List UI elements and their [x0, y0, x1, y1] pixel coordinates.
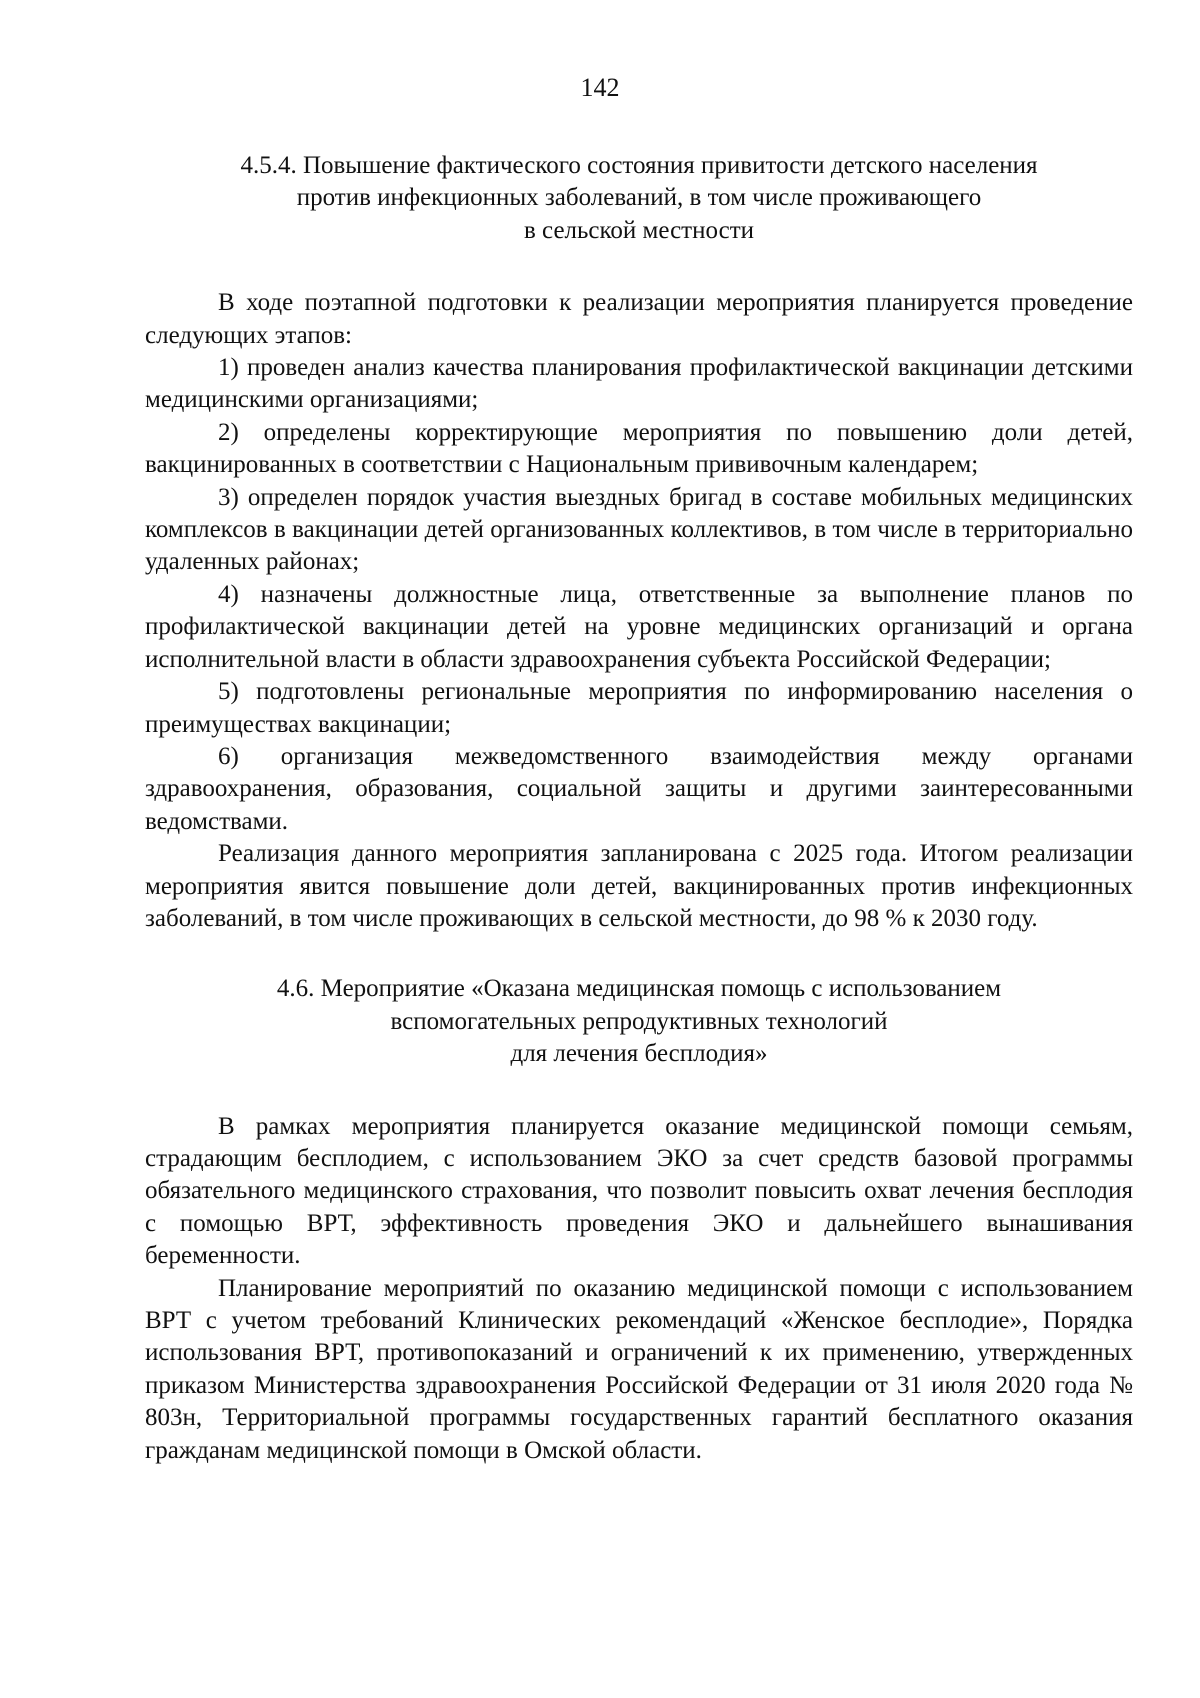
list-item: 2) определены корректирующие мероприятия по повышению доли детей, вакцинированных в соответствии с Национальным прививочным календарем;	[145, 418, 1133, 479]
section-body-4-6	[145, 1111, 1133, 1467]
list-item: 1) проведен анализ качества планирования профилактической вакцинации детскими медицинскими организациями;	[145, 354, 1133, 414]
heading-line: против инфекционных заболеваний, в том числе проживающего	[296, 184, 982, 212]
section-heading-4-6	[145, 973, 1133, 1070]
list-item: 4) назначены должностные лица, ответственные за выполнение планов по профилактической вакцинации детей на уровне медицинских организаций и органа исполнительной власти в области здравоохранения субъекта Российской Федерации;	[145, 580, 1133, 673]
page-number: 142	[580, 73, 620, 102]
spacer	[145, 247, 1133, 287]
heading-line: 4.6. Мероприятие «Оказана медицинская помощь с использованием	[276, 975, 1002, 1003]
page-content	[145, 150, 1133, 1467]
list-item: 3) определен порядок участия выездных бригад в составе мобильных медицинских комплексов в вакцинации детей организованных коллективов, в том числе в территориально удаленных районах;	[145, 483, 1133, 576]
heading-line: вспомогательных репродуктивных технологий	[390, 1007, 888, 1035]
list-item: 6) организация межведомственного взаимодействия между органами здравоохранения, образования, социальной защиты и другими заинтересованными ведомствами.	[145, 742, 1133, 835]
heading-line: 4.5.4. Повышение фактического состояния привитости детского населения	[240, 152, 1038, 179]
heading-line: для лечения бесплодия»	[510, 1040, 768, 1068]
heading-line: в сельской местности	[524, 216, 754, 244]
paragraph: В рамках мероприятия планируется оказание медицинской помощи семьям, страдающим бесплодием, с использованием ЭКО за счет средств базовой программы обязательного медицинского страхования, что позволит повысить охват лечения бесплодия с помощью ВРТ, эффективность проведения ЭКО и дальнейшего вынашивания беременности.	[145, 1112, 1133, 1270]
section-body-4-5-4	[145, 287, 1133, 935]
list-item: 5) подготовлены региональные мероприятия по информированию населения о преимуществах вакцинации;	[145, 678, 1133, 738]
paragraph: В ходе поэтапной подготовки к реализации мероприятия планируется проведение следующих этапов:	[145, 289, 1133, 349]
paragraph: Реализация данного мероприятия запланирована с 2025 года. Итогом реализации мероприятия явится повышение доли детей, вакцинированных против инфекционных заболеваний, в том числе проживающих в сельской местности, до 98 % к 2030 году.	[145, 840, 1133, 932]
section-heading-4-5-4	[145, 150, 1133, 247]
spacer	[145, 1071, 1133, 1111]
spacer	[145, 935, 1133, 973]
paragraph: Планирование мероприятий по оказанию медицинской помощи с использованием ВРТ с учетом требований Клинических рекомендаций «Женское бесплодие», Порядка использования ВРТ, противопоказаний и ограничений к их применению, утвержденных приказом Министерства здравоохранения Российской Федерации от 31 июля 2020 года № 803н, Территориальной программы государственных гарантий бесплатного оказания гражданам медицинской помощи в Омской области.	[145, 1274, 1133, 1464]
